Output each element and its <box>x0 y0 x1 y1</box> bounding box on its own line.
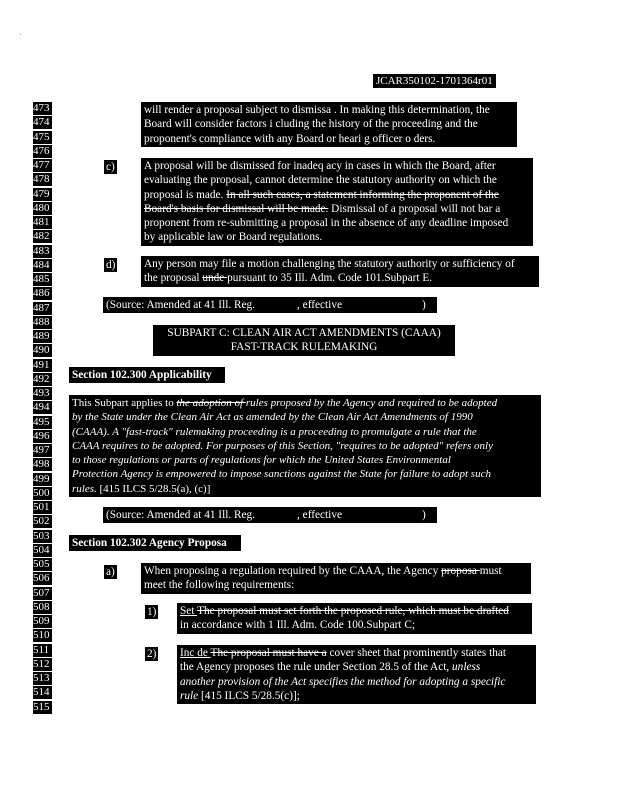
deleted-text: the adoption of <box>176 397 246 409</box>
line-number: 494 <box>33 401 52 414</box>
text-fragment: unless <box>452 661 481 674</box>
line-number: 503 <box>33 530 52 543</box>
text-fragment: [415 ILCS 5/28.5(a), (c)] <box>96 482 211 495</box>
item-label-c: c) <box>106 161 115 173</box>
text-fragment: (Source: Amended at 41 Ill. Reg. <box>106 299 256 311</box>
text-line <box>180 604 529 618</box>
line-number: 495 <box>33 416 52 429</box>
text-fragment: rule <box>180 689 199 702</box>
text-fragment: rules proposed by the Agency and required to be adopted <box>245 397 498 409</box>
line-number: 497 <box>33 444 52 457</box>
line-number: 514 <box>33 686 52 699</box>
line-number: 482 <box>33 230 52 243</box>
text-line: Any person may file a motion challenging the statutory authority or sufficiency of <box>144 258 515 270</box>
text-fragment: rules. <box>72 482 97 495</box>
line-number: 498 <box>33 458 52 471</box>
text-fragment: proposal is made. <box>144 188 224 201</box>
deleted-text: The proposal must set forth the proposed rule, which must be drafted <box>197 605 509 617</box>
text-line: will render a proposal subject to dismissa . In making this determination, the <box>144 104 490 116</box>
line-number: 515 <box>33 701 52 714</box>
line-number: 490 <box>33 344 52 357</box>
line-number: 473 <box>33 102 52 115</box>
line-number: 501 <box>33 501 52 514</box>
text-line: Protection Agency is empowered to impose sanctions against the State for failure to adopt such <box>72 468 491 481</box>
text-line <box>72 396 538 410</box>
source-note <box>103 297 437 313</box>
text-fragment: ) <box>421 299 426 311</box>
text-fragment: the proposal <box>144 272 203 285</box>
text-fragment: , effective <box>297 509 342 521</box>
text-line: proponent's compliance with any Board or heari g officer o ders. <box>144 132 436 145</box>
line-number: 507 <box>33 587 52 600</box>
document-id-header: JCAR350102-1701364r01 <box>373 74 496 88</box>
text-fragment: Dismissal of a proposal will not bar a <box>328 202 501 215</box>
line-number: 485 <box>33 273 52 286</box>
line-number: 476 <box>33 145 52 158</box>
text-fragment: When proposing a regulation required by the CAAA, the Agency <box>144 565 442 577</box>
subpart-heading <box>153 325 455 356</box>
text-line: Board will consider factors i cluding the history of the proceeding and the <box>144 118 478 131</box>
text-fragment: , effective <box>297 299 342 311</box>
text-line: proponent from re-submitting a proposal in the absence of any deadline imposed <box>144 217 509 230</box>
text-fragment: pursuant to 35 Ill. Adm. Code 101.Subpart E. <box>227 272 433 285</box>
text-line <box>144 564 528 578</box>
text-fragment: [415 ILCS 5/28.5(c)]; <box>198 689 300 702</box>
text-line: FAST-TRACK RULEMAKING <box>230 341 378 354</box>
subsection-a <box>141 563 531 594</box>
text-line: (CAAA). A "fast-track" rulemaking proceeding is a proceeding to promulgate a rule that the <box>72 425 477 438</box>
line-number: 504 <box>33 544 52 557</box>
line-number: 486 <box>33 287 52 300</box>
paragraph-b-continuation <box>141 102 517 147</box>
deleted-text: unde <box>202 272 228 285</box>
line-number: 511 <box>33 644 52 657</box>
line-number: 510 <box>33 629 52 642</box>
item-label-1: 1) <box>147 606 157 618</box>
line-number: 506 <box>33 572 52 585</box>
paragraph-d <box>141 256 539 287</box>
scan-speck <box>20 34 21 35</box>
line-number: 492 <box>33 373 52 386</box>
text-fragment: (Source: Amended at 41 Ill. Reg. <box>106 509 256 521</box>
line-number: 489 <box>33 330 52 343</box>
line-number: 477 <box>33 159 52 172</box>
text-fragment: the Agency proposes the rule under Section 28.5 of the Act, <box>180 661 453 674</box>
text-line: SUBPART C: CLEAN AIR ACT AMENDMENTS (CAAA) <box>167 327 441 339</box>
line-number: 487 <box>33 302 52 315</box>
text-line: A proposal will be dismissed for inadeq acy in cases in which the Board, after <box>144 160 496 172</box>
text-line: in accordance with 1 Ill. Adm. Code 100.Subpart C; <box>180 619 415 632</box>
line-number: 484 <box>33 259 52 272</box>
line-number: 491 <box>33 359 52 372</box>
section-300-body <box>69 395 541 497</box>
text-line <box>180 689 533 703</box>
item-label-2: 2) <box>147 648 157 660</box>
text-fragment: This Subpart applies to <box>72 397 177 409</box>
deleted-text: The proposal must have a <box>210 647 327 659</box>
source-note <box>103 507 437 523</box>
text-line: to those regulations or parts of regulations for which the United States Environmental <box>72 454 451 467</box>
line-number: 509 <box>33 615 52 628</box>
inserted-text: Inc <box>180 647 198 659</box>
deleted-text: proposa <box>441 565 480 577</box>
inserted-text: de <box>197 647 211 659</box>
text-fragment: ) <box>421 509 426 521</box>
text-line <box>144 202 530 216</box>
line-number: 513 <box>33 672 52 685</box>
deleted-text: Board's basis for dismissal will be made. <box>144 202 329 215</box>
line-number: 479 <box>33 188 52 201</box>
text-line <box>72 482 538 496</box>
paragraph-c <box>141 158 533 246</box>
deleted-text: In all such cases, a statement informing the proponent of the <box>226 188 499 201</box>
text-line <box>106 508 434 522</box>
line-number: 474 <box>33 116 52 129</box>
line-number: 496 <box>33 430 52 443</box>
requirement-1 <box>177 603 532 634</box>
inserted-text: Set <box>180 605 198 617</box>
text-line <box>144 271 536 285</box>
requirement-2 <box>177 645 536 704</box>
line-number: 493 <box>33 387 52 400</box>
line-number: 500 <box>33 487 52 500</box>
line-number: 481 <box>33 216 52 229</box>
text-fragment: must <box>479 565 502 577</box>
line-number: 480 <box>33 202 52 215</box>
line-number: 483 <box>33 245 52 258</box>
text-line <box>144 188 530 202</box>
text-fragment: cover sheet that prominently states that <box>326 647 507 659</box>
text-line: evaluating the proposal, cannot determine the statutory authority on which the <box>144 174 497 187</box>
text-line: meet the following requirements: <box>144 579 295 592</box>
line-number: 505 <box>33 558 52 571</box>
text-line <box>106 298 434 312</box>
text-line <box>180 660 533 674</box>
line-number: 475 <box>33 131 52 144</box>
text-line: CAAA requires to be adopted. For purposes of this Section, "requires to be adopted" refers only <box>72 439 493 452</box>
text-line <box>180 646 533 660</box>
line-number: 499 <box>33 473 52 486</box>
item-label-d: d) <box>106 259 116 271</box>
line-number: 512 <box>33 658 52 671</box>
text-line: by applicable law or Board regulations. <box>144 231 323 244</box>
line-number: 502 <box>33 515 52 528</box>
line-number: 488 <box>33 316 52 329</box>
section-heading: Section 102.302 Agency Proposa <box>69 535 241 551</box>
section-heading: Section 102.300 Applicability <box>69 367 225 383</box>
item-label-a: a) <box>106 566 115 578</box>
text-line: another provision of the Act specifies the method for adopting a specific <box>180 675 506 688</box>
line-number: 478 <box>33 173 52 186</box>
line-number: 508 <box>33 601 52 614</box>
text-line: by the State under the Clean Air Act as amended by the Clean Air Act Amendments of 1990 <box>72 411 473 424</box>
